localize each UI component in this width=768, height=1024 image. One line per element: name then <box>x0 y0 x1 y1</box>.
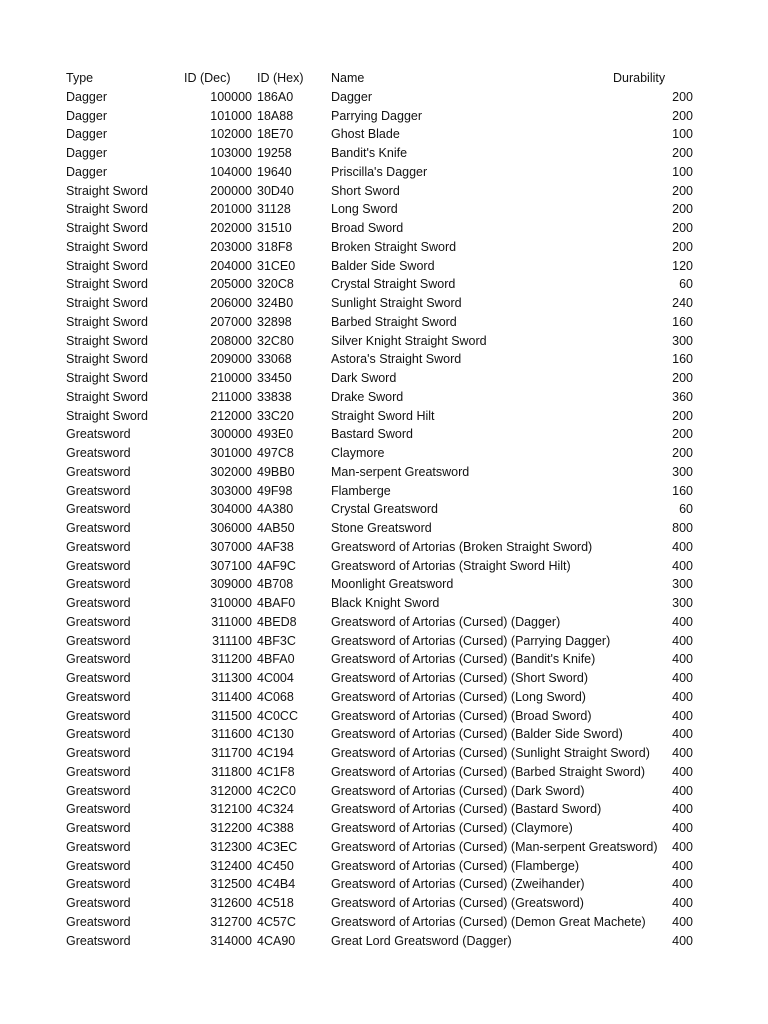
cell-durability[interactable]: 200 <box>672 202 693 217</box>
table-row <box>0 819 768 838</box>
cell-durability[interactable]: 400 <box>672 727 693 742</box>
cell-durability[interactable]: 60 <box>679 277 693 292</box>
cell-durability[interactable]: 200 <box>672 89 693 104</box>
cell-durability[interactable]: 200 <box>672 427 693 442</box>
cell-name[interactable]: Moonlight Greatsword <box>331 577 454 592</box>
cell-durability[interactable]: 400 <box>672 783 693 798</box>
cell-id-hex[interactable]: 497C8 <box>257 446 294 460</box>
cell-id-dec[interactable]: 205000 <box>210 277 252 292</box>
cell-type[interactable]: Greatsword <box>66 821 131 835</box>
cell-id-hex[interactable]: 4C3EC <box>257 839 298 854</box>
cell-type[interactable]: Straight Sword <box>66 183 148 198</box>
cell-id-dec[interactable]: 207000 <box>210 314 252 329</box>
cell-id-dec[interactable]: 309000 <box>210 577 252 592</box>
cell-id-dec[interactable]: 312600 <box>210 896 252 910</box>
cell-id-hex[interactable]: 4B708 <box>257 577 294 592</box>
cell-durability[interactable]: 400 <box>672 839 693 854</box>
cell-name[interactable]: Stone Greatsword <box>331 521 432 535</box>
cell-durability[interactable]: 400 <box>672 689 693 704</box>
cell-name[interactable]: Parrying Dagger <box>331 108 423 123</box>
cell-type[interactable]: Straight Sword <box>66 314 148 329</box>
cell-name[interactable]: Greatsword of Artorias (Cursed) (Zweihander) <box>331 877 585 892</box>
cell-name[interactable]: Greatsword of Artorias (Cursed) (Sunlight Straight Sword) <box>331 746 650 760</box>
cell-id-dec[interactable]: 312300 <box>210 839 252 854</box>
cell-type[interactable]: Straight Sword <box>66 296 148 310</box>
cell-id-dec[interactable]: 312500 <box>210 877 252 892</box>
cell-name[interactable]: Greatsword of Artorias (Cursed) (Dagger) <box>331 614 561 629</box>
cell-type[interactable]: Dagger <box>66 164 107 179</box>
cell-id-hex[interactable]: 4BED8 <box>257 614 297 629</box>
table-row <box>0 557 768 576</box>
table-row <box>0 519 768 538</box>
cell-name[interactable]: Black Knight Sword <box>331 596 440 610</box>
table-row <box>0 500 768 519</box>
table-row <box>0 482 768 501</box>
cell-id-dec[interactable]: 301000 <box>210 446 252 460</box>
cell-id-dec[interactable]: 212000 <box>210 408 252 423</box>
cell-name[interactable]: Greatsword of Artorias (Cursed) (Barbed Straight Sword) <box>331 764 646 779</box>
cell-durability[interactable]: 800 <box>672 521 693 535</box>
cell-id-dec[interactable]: 311700 <box>211 746 252 760</box>
cell-durability[interactable]: 400 <box>672 896 693 910</box>
header-id-dec[interactable]: ID (Dec) <box>184 71 231 85</box>
cell-id-dec[interactable]: 311200 <box>211 652 252 667</box>
cell-name[interactable]: Dark Sword <box>331 371 397 385</box>
cell-durability[interactable]: 400 <box>672 539 693 554</box>
cell-name[interactable]: Greatsword of Artorias (Cursed) (Parrying Dagger) <box>331 633 611 648</box>
cell-durability[interactable]: 400 <box>672 764 693 779</box>
cell-name[interactable]: Short Sword <box>331 183 400 198</box>
cell-id-dec[interactable]: 312000 <box>210 783 252 798</box>
header-name[interactable]: Name <box>331 71 365 85</box>
table-row <box>0 594 768 613</box>
cell-type[interactable]: Straight Sword <box>66 221 148 235</box>
cell-durability[interactable]: 400 <box>672 802 693 817</box>
table-row <box>0 782 768 801</box>
cell-name[interactable]: Greatsword of Artorias (Cursed) (Bandit's Knife) <box>331 652 596 667</box>
cell-id-hex[interactable]: 33450 <box>257 371 292 385</box>
table-row <box>0 407 768 426</box>
cell-id-dec[interactable]: 300000 <box>210 427 252 442</box>
cell-id-dec[interactable]: 306000 <box>210 521 252 535</box>
cell-durability[interactable]: 200 <box>672 146 693 160</box>
header-type[interactable]: Type <box>66 71 94 85</box>
table-row <box>0 707 768 726</box>
cell-id-dec[interactable]: 314000 <box>210 933 252 948</box>
cell-id-hex[interactable]: 49F98 <box>257 483 293 498</box>
cell-id-hex[interactable]: 4C57C <box>257 914 296 929</box>
cell-id-dec[interactable]: 307100 <box>210 558 252 573</box>
cell-id-hex[interactable]: 31510 <box>257 221 292 235</box>
cell-id-hex[interactable]: 4C068 <box>257 689 294 704</box>
cell-type[interactable]: Straight Sword <box>66 258 148 273</box>
cell-id-dec[interactable]: 311600 <box>211 727 252 742</box>
cell-id-hex[interactable]: 31CE0 <box>257 258 296 273</box>
table-row <box>0 350 768 369</box>
cell-type[interactable]: Greatsword <box>66 746 131 760</box>
cell-durability[interactable]: 100 <box>672 127 693 142</box>
table-row <box>0 632 768 651</box>
cell-id-dec[interactable]: 311300 <box>211 671 252 685</box>
cell-id-dec[interactable]: 311100 <box>212 633 252 648</box>
cell-name[interactable]: Ghost Blade <box>331 127 400 142</box>
cell-durability[interactable]: 200 <box>672 371 693 385</box>
cell-durability[interactable]: 160 <box>672 483 693 498</box>
cell-type[interactable]: Greatsword <box>66 614 131 629</box>
cell-id-hex[interactable]: 32898 <box>257 314 292 329</box>
table-row <box>0 200 768 219</box>
cell-type[interactable]: Greatsword <box>66 596 131 610</box>
table-row <box>0 838 768 857</box>
cell-durability[interactable]: 160 <box>672 314 693 329</box>
cell-id-hex[interactable]: 4C0CC <box>257 708 298 723</box>
cell-id-dec[interactable]: 102000 <box>210 127 252 142</box>
cell-type[interactable]: Greatsword <box>66 633 131 648</box>
cell-id-dec[interactable]: 200000 <box>210 183 252 198</box>
cell-durability[interactable]: 60 <box>679 502 693 517</box>
cell-type[interactable]: Straight Sword <box>66 352 148 367</box>
cell-name[interactable]: Greatsword of Artorias (Straight Sword Hilt) <box>331 558 571 573</box>
cell-id-hex[interactable]: 4C194 <box>257 746 294 760</box>
table-row <box>0 575 768 594</box>
cell-name[interactable]: Greatsword of Artorias (Cursed) (Balder Side Sword) <box>331 727 623 742</box>
table-row <box>0 388 768 407</box>
cell-type[interactable]: Straight Sword <box>66 239 148 254</box>
cell-id-hex[interactable]: 4C130 <box>257 727 294 742</box>
cell-type[interactable]: Dagger <box>66 146 107 160</box>
cell-type[interactable]: Greatsword <box>66 502 131 517</box>
cell-id-dec[interactable]: 304000 <box>210 502 252 517</box>
cell-id-dec[interactable]: 104000 <box>210 164 252 179</box>
table-row <box>0 294 768 313</box>
table-body <box>0 88 768 951</box>
table-row <box>0 425 768 444</box>
cell-id-hex[interactable]: 4AF38 <box>257 539 294 554</box>
table-row <box>0 875 768 894</box>
cell-name[interactable]: Bandit's Knife <box>331 146 408 160</box>
cell-name[interactable]: Greatsword of Artorias (Cursed) (Short Sword) <box>331 671 589 685</box>
cell-type[interactable]: Greatsword <box>66 483 131 498</box>
cell-id-dec[interactable]: 312200 <box>210 821 252 835</box>
cell-id-hex[interactable]: 4C2C0 <box>257 783 296 798</box>
cell-id-dec[interactable]: 312700 <box>210 914 252 929</box>
table-row <box>0 744 768 763</box>
cell-id-hex[interactable]: 4C450 <box>257 858 294 873</box>
cell-name[interactable]: Astora's Straight Sword <box>331 352 462 367</box>
cell-id-dec[interactable]: 202000 <box>210 221 252 235</box>
cell-id-dec[interactable]: 312100 <box>210 802 252 817</box>
cell-id-dec[interactable]: 303000 <box>210 483 252 498</box>
cell-durability[interactable]: 100 <box>672 164 693 179</box>
cell-durability[interactable]: 200 <box>672 408 693 423</box>
cell-id-hex[interactable]: 30D40 <box>257 183 294 198</box>
cell-name[interactable]: Barbed Straight Sword <box>331 314 457 329</box>
cell-id-dec[interactable]: 100000 <box>210 89 252 104</box>
cell-name[interactable]: Sunlight Straight Sword <box>331 296 462 310</box>
cell-id-hex[interactable]: 4AF9C <box>257 558 296 573</box>
cell-name[interactable]: Long Sword <box>331 202 398 217</box>
cell-type[interactable]: Straight Sword <box>66 408 148 423</box>
cell-id-hex[interactable]: 4A380 <box>257 502 294 517</box>
cell-type[interactable]: Greatsword <box>66 427 131 442</box>
cell-type[interactable]: Greatsword <box>66 464 131 479</box>
cell-id-dec[interactable]: 201000 <box>210 202 252 217</box>
cell-name[interactable]: Claymore <box>331 446 385 460</box>
cell-name[interactable]: Silver Knight Straight Sword <box>331 333 487 348</box>
cell-name[interactable]: Straight Sword Hilt <box>331 408 435 423</box>
cell-name[interactable]: Dagger <box>331 89 372 104</box>
cell-type[interactable]: Greatsword <box>66 839 131 854</box>
cell-type[interactable]: Greatsword <box>66 896 131 910</box>
cell-id-dec[interactable]: 101000 <box>210 108 252 123</box>
cell-durability[interactable]: 400 <box>672 614 693 629</box>
cell-durability[interactable]: 400 <box>672 708 693 723</box>
cell-name[interactable]: Greatsword of Artorias (Cursed) (Bastard Sword) <box>331 802 602 817</box>
table-row <box>0 932 768 951</box>
table-row <box>0 800 768 819</box>
cell-type[interactable]: Greatsword <box>66 764 131 779</box>
table-row <box>0 444 768 463</box>
cell-type[interactable]: Greatsword <box>66 671 131 685</box>
table-row <box>0 369 768 388</box>
spreadsheet <box>0 69 768 950</box>
cell-id-hex[interactable]: 493E0 <box>257 427 294 442</box>
cell-type[interactable]: Greatsword <box>66 914 131 929</box>
cell-durability[interactable]: 200 <box>672 446 693 460</box>
cell-durability[interactable]: 300 <box>672 596 693 610</box>
cell-id-dec[interactable]: 311400 <box>211 689 252 704</box>
cell-name[interactable]: Greatsword of Artorias (Cursed) (Claymore) <box>331 821 573 835</box>
cell-durability[interactable]: 400 <box>672 821 693 835</box>
cell-durability[interactable]: 360 <box>672 389 693 404</box>
cell-id-dec[interactable]: 204000 <box>210 258 252 273</box>
cell-durability[interactable]: 200 <box>672 108 693 123</box>
cell-id-hex[interactable]: 4C388 <box>257 821 294 835</box>
cell-type[interactable]: Greatsword <box>66 558 131 573</box>
cell-id-dec[interactable]: 307000 <box>210 539 252 554</box>
table-row <box>0 463 768 482</box>
cell-type[interactable]: Straight Sword <box>66 333 148 348</box>
cell-type[interactable]: Greatsword <box>66 727 131 742</box>
cell-id-hex[interactable]: 4C518 <box>257 896 294 910</box>
cell-name[interactable]: Broken Straight Sword <box>331 239 457 254</box>
cell-id-dec[interactable]: 103000 <box>210 146 252 160</box>
cell-name[interactable]: Greatsword of Artorias (Cursed) (Broad Sword) <box>331 708 592 723</box>
cell-type[interactable]: Dagger <box>66 127 107 142</box>
cell-durability[interactable]: 400 <box>672 858 693 873</box>
cell-durability[interactable]: 400 <box>672 877 693 892</box>
table-row <box>0 125 768 144</box>
cell-type[interactable]: Straight Sword <box>66 371 148 385</box>
cell-name[interactable]: Greatsword of Artorias (Cursed) (Man-serpent Greatsword) <box>331 839 658 854</box>
cell-name[interactable]: Drake Sword <box>331 389 404 404</box>
table-row <box>0 257 768 276</box>
table-row <box>0 763 768 782</box>
cell-name[interactable]: Greatsword of Artorias (Cursed) (Greatsword) <box>331 896 584 910</box>
table-row <box>0 275 768 294</box>
cell-id-hex[interactable]: 320C8 <box>257 277 294 292</box>
cell-durability[interactable]: 400 <box>672 652 693 667</box>
table-row <box>0 857 768 876</box>
cell-id-hex[interactable]: 4AB50 <box>257 521 295 535</box>
cell-durability[interactable]: 120 <box>672 258 693 273</box>
cell-durability[interactable]: 400 <box>672 746 693 760</box>
cell-type[interactable]: Greatsword <box>66 858 131 873</box>
cell-type[interactable]: Greatsword <box>66 689 131 704</box>
cell-name[interactable]: Greatsword of Artorias (Cursed) (Demon Great Machete) <box>331 914 646 929</box>
cell-id-hex[interactable]: 19640 <box>257 164 292 179</box>
cell-durability[interactable]: 400 <box>672 914 693 929</box>
cell-id-hex[interactable]: 4C1F8 <box>257 764 295 779</box>
cell-type[interactable]: Dagger <box>66 108 107 123</box>
header-id-hex[interactable]: ID (Hex) <box>257 71 304 85</box>
cell-id-hex[interactable]: 33838 <box>257 389 292 404</box>
cell-durability[interactable]: 300 <box>672 464 693 479</box>
table-row <box>0 313 768 332</box>
cell-name[interactable]: Man-serpent Greatsword <box>331 464 470 479</box>
cell-id-hex[interactable]: 4BF3C <box>257 633 296 648</box>
cell-id-hex[interactable]: 4BFA0 <box>257 652 295 667</box>
table-row <box>0 219 768 238</box>
cell-durability[interactable]: 400 <box>672 558 693 573</box>
cell-id-dec[interactable]: 209000 <box>210 352 252 367</box>
table-row <box>0 182 768 201</box>
cell-id-hex[interactable]: 18E70 <box>257 127 294 142</box>
cell-id-hex[interactable]: 33C20 <box>257 408 294 423</box>
cell-id-dec[interactable]: 206000 <box>210 296 252 310</box>
header-row <box>0 69 768 88</box>
cell-id-dec[interactable]: 311000 <box>211 614 252 629</box>
table-row <box>0 650 768 669</box>
table-row <box>0 669 768 688</box>
cell-id-dec[interactable]: 210000 <box>210 371 252 385</box>
table-row <box>0 332 768 351</box>
table-row <box>0 688 768 707</box>
cell-type[interactable]: Greatsword <box>66 539 131 554</box>
cell-id-hex[interactable]: 19258 <box>257 146 292 160</box>
table-row <box>0 913 768 932</box>
cell-name[interactable]: Priscilla's Dagger <box>331 164 428 179</box>
cell-id-dec[interactable]: 311800 <box>211 764 252 779</box>
cell-type[interactable]: Greatsword <box>66 652 131 667</box>
cell-id-hex[interactable]: 32C80 <box>257 333 294 348</box>
cell-name[interactable]: Broad Sword <box>331 221 404 235</box>
cell-type[interactable]: Dagger <box>66 89 107 104</box>
cell-id-dec[interactable]: 311500 <box>211 708 252 723</box>
table-row <box>0 163 768 182</box>
cell-id-dec[interactable]: 302000 <box>210 464 252 479</box>
cell-durability[interactable]: 400 <box>672 633 693 648</box>
cell-type[interactable]: Greatsword <box>66 783 131 798</box>
cell-id-hex[interactable]: 33068 <box>257 352 292 367</box>
cell-durability[interactable]: 200 <box>672 239 693 254</box>
cell-id-hex[interactable]: 18A88 <box>257 108 294 123</box>
table-row <box>0 894 768 913</box>
table-row <box>0 613 768 632</box>
cell-type[interactable]: Greatsword <box>66 708 131 723</box>
table-row <box>0 538 768 557</box>
cell-name[interactable]: Greatsword of Artorias (Cursed) (Long Sword) <box>331 689 586 704</box>
cell-name[interactable]: Crystal Straight Sword <box>331 277 456 292</box>
cell-durability[interactable]: 200 <box>672 183 693 198</box>
cell-type[interactable]: Greatsword <box>66 521 131 535</box>
cell-id-hex[interactable]: 4CA90 <box>257 933 296 948</box>
table-row <box>0 144 768 163</box>
cell-name[interactable]: Flamberge <box>331 483 391 498</box>
cell-id-hex[interactable]: 4C004 <box>257 671 294 685</box>
table-row <box>0 238 768 257</box>
cell-id-dec[interactable]: 203000 <box>210 239 252 254</box>
cell-type[interactable]: Straight Sword <box>66 389 148 404</box>
cell-id-dec[interactable]: 211000 <box>211 389 252 404</box>
cell-name[interactable]: Greatsword of Artorias (Cursed) (Dark Sword) <box>331 783 585 798</box>
table-row <box>0 725 768 744</box>
cell-type[interactable]: Straight Sword <box>66 202 148 217</box>
cell-durability[interactable]: 160 <box>672 352 693 367</box>
cell-id-hex[interactable]: 4C4B4 <box>257 877 296 892</box>
cell-name[interactable]: Bastard Sword <box>331 427 413 442</box>
cell-id-hex[interactable]: 324B0 <box>257 296 294 310</box>
cell-id-hex[interactable]: 4BAF0 <box>257 596 296 610</box>
cell-id-hex[interactable]: 4C324 <box>257 802 294 817</box>
cell-durability[interactable]: 240 <box>672 296 693 310</box>
cell-durability[interactable]: 300 <box>672 333 693 348</box>
cell-id-hex[interactable]: 318F8 <box>257 239 293 254</box>
cell-name[interactable]: Balder Side Sword <box>331 258 435 273</box>
cell-name[interactable]: Great Lord Greatsword (Dagger) <box>331 933 512 948</box>
header-durability[interactable]: Durability <box>613 71 666 85</box>
cell-id-dec[interactable]: 208000 <box>210 333 252 348</box>
cell-durability[interactable]: 400 <box>672 671 693 685</box>
cell-id-hex[interactable]: 186A0 <box>257 89 294 104</box>
cell-durability[interactable]: 400 <box>672 933 693 948</box>
cell-type[interactable]: Straight Sword <box>66 277 148 292</box>
cell-name[interactable]: Greatsword of Artorias (Cursed) (Flamberge) <box>331 858 579 873</box>
table-row <box>0 107 768 126</box>
cell-durability[interactable]: 200 <box>672 221 693 235</box>
cell-id-hex[interactable]: 31128 <box>257 202 291 217</box>
cell-durability[interactable]: 300 <box>672 577 693 592</box>
cell-id-hex[interactable]: 49BB0 <box>257 464 295 479</box>
cell-id-dec[interactable]: 312400 <box>210 858 252 873</box>
cell-type[interactable]: Greatsword <box>66 877 131 892</box>
cell-name[interactable]: Greatsword of Artorias (Broken Straight Sword) <box>331 539 593 554</box>
cell-type[interactable]: Greatsword <box>66 933 131 948</box>
cell-name[interactable]: Crystal Greatsword <box>331 502 438 517</box>
cell-type[interactable]: Greatsword <box>66 802 131 817</box>
cell-type[interactable]: Greatsword <box>66 577 131 592</box>
cell-type[interactable]: Greatsword <box>66 446 131 460</box>
cell-id-dec[interactable]: 310000 <box>210 596 252 610</box>
table-row <box>0 88 768 107</box>
